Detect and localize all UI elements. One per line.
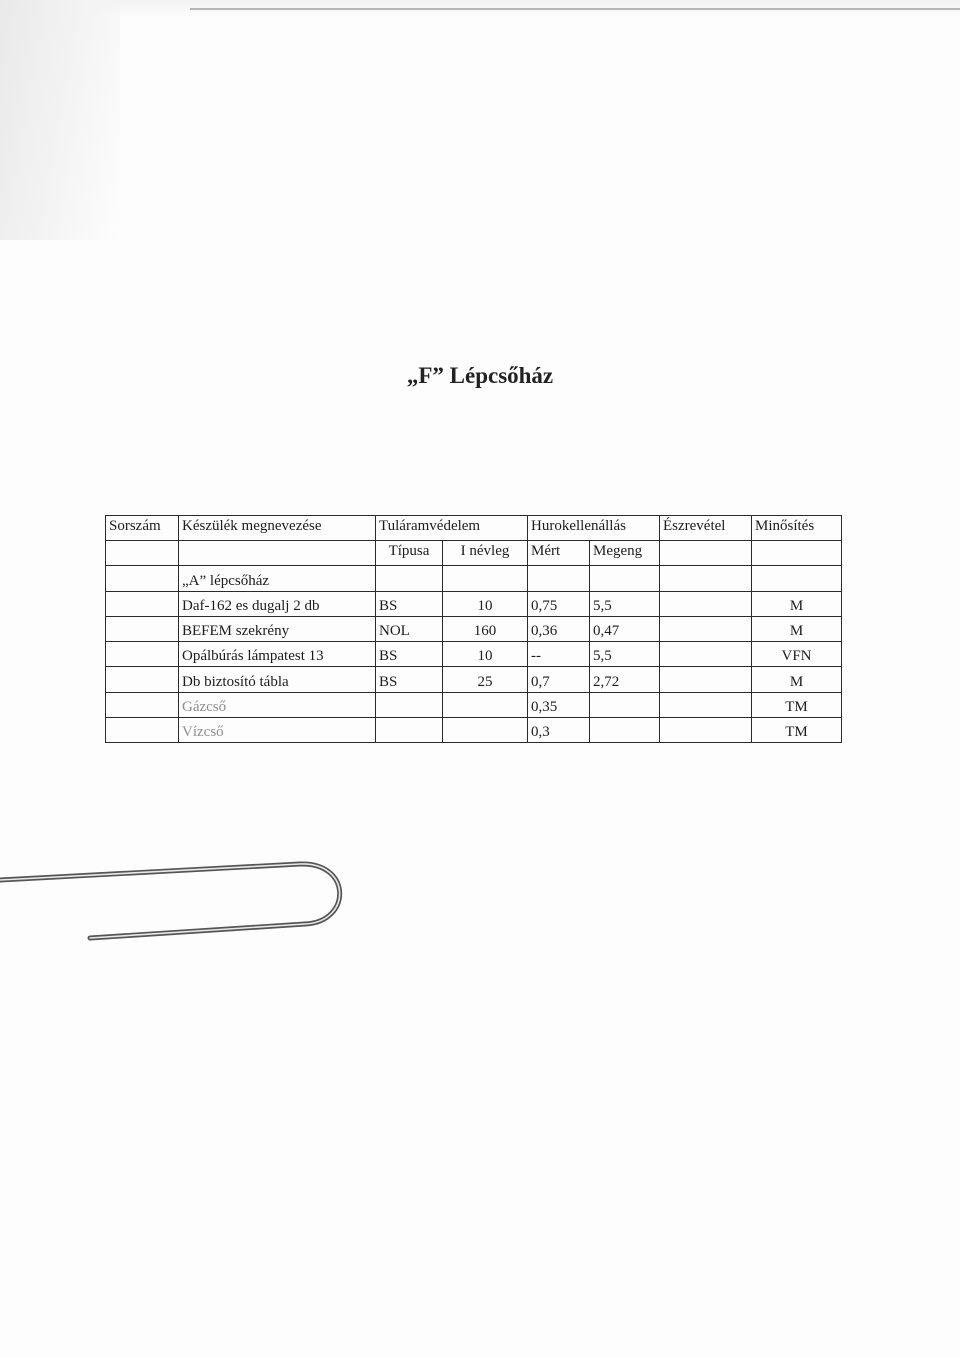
protection-type: BS [376, 591, 443, 616]
table-cell [590, 566, 660, 591]
table-cell [376, 566, 443, 591]
permitted-value: 0,47 [590, 616, 660, 641]
table-header-row-1 [106, 516, 842, 541]
section-label: „A” lépcsőház [179, 566, 376, 591]
measured-value: 0,3 [528, 717, 590, 742]
device-name: Gázcső [179, 692, 376, 717]
header-tipusa: Típusa [376, 541, 443, 566]
nominal-current [443, 692, 528, 717]
remark [660, 717, 752, 742]
page-title: „F” Lépcsőház [406, 363, 554, 389]
device-name: Daf-162 es dugalj 2 db [179, 591, 376, 616]
table-cell [106, 616, 179, 641]
device-name: Db biztosító tábla [179, 667, 376, 692]
table-cell [106, 541, 179, 566]
table-header-row-2 [106, 541, 842, 566]
header-rating: Minősítés [752, 516, 842, 541]
permitted-value: 2,72 [590, 667, 660, 692]
table-row [106, 591, 842, 616]
device-name: Vízcső [179, 717, 376, 742]
table-cell [106, 717, 179, 742]
remark [660, 616, 752, 641]
table-cell [660, 566, 752, 591]
table-cell [106, 667, 179, 692]
header-nevleg: I névleg [443, 541, 528, 566]
table-row [106, 667, 842, 692]
table-cell [106, 591, 179, 616]
table-cell [106, 642, 179, 667]
nominal-current: 25 [443, 667, 528, 692]
table-row [106, 692, 842, 717]
nominal-current: 10 [443, 591, 528, 616]
measured-value: 0,75 [528, 591, 590, 616]
rating: M [752, 616, 842, 641]
protection-type: BS [376, 642, 443, 667]
rating: M [752, 667, 842, 692]
header-remark: Észrevétel [660, 516, 752, 541]
measured-value: 0,7 [528, 667, 590, 692]
measured-value: 0,35 [528, 692, 590, 717]
protection-type: NOL [376, 616, 443, 641]
nominal-current [443, 717, 528, 742]
remark [660, 692, 752, 717]
table-row [106, 717, 842, 742]
remark [660, 591, 752, 616]
table-cell [443, 566, 528, 591]
table-cell [106, 692, 179, 717]
device-name: BEFEM szekrény [179, 616, 376, 641]
inspection-table [105, 515, 841, 743]
table-section-row [106, 566, 842, 591]
header-overcurrent-protection: Tuláramvédelem [376, 516, 528, 541]
remark [660, 642, 752, 667]
measured-value: -- [528, 642, 590, 667]
table-row [106, 642, 842, 667]
table-cell [179, 541, 376, 566]
protection-type [376, 717, 443, 742]
header-megeng: Megeng [590, 541, 660, 566]
rating: M [752, 591, 842, 616]
table-row [106, 616, 842, 641]
remark [660, 667, 752, 692]
table-cell [106, 566, 179, 591]
permitted-value [590, 692, 660, 717]
nominal-current: 160 [443, 616, 528, 641]
device-name: Opálbúrás lámpatest 13 [179, 642, 376, 667]
paper-clip-icon [0, 840, 360, 960]
rating: TM [752, 692, 842, 717]
header-mert: Mért [528, 541, 590, 566]
header-device-name: Készülék megnevezése [179, 516, 376, 541]
header-loop-resistance: Hurokellenállás [528, 516, 660, 541]
table-cell [752, 566, 842, 591]
header-sorszam: Sorszám [106, 516, 179, 541]
permitted-value [590, 717, 660, 742]
rating: VFN [752, 642, 842, 667]
permitted-value: 5,5 [590, 591, 660, 616]
nominal-current: 10 [443, 642, 528, 667]
scan-top-edge-line [190, 8, 960, 10]
table-cell [660, 541, 752, 566]
measured-value: 0,36 [528, 616, 590, 641]
permitted-value: 5,5 [590, 642, 660, 667]
table-cell [752, 541, 842, 566]
scan-left-shadow [0, 0, 120, 240]
table-cell [528, 566, 590, 591]
rating: TM [752, 717, 842, 742]
protection-type [376, 692, 443, 717]
protection-type: BS [376, 667, 443, 692]
